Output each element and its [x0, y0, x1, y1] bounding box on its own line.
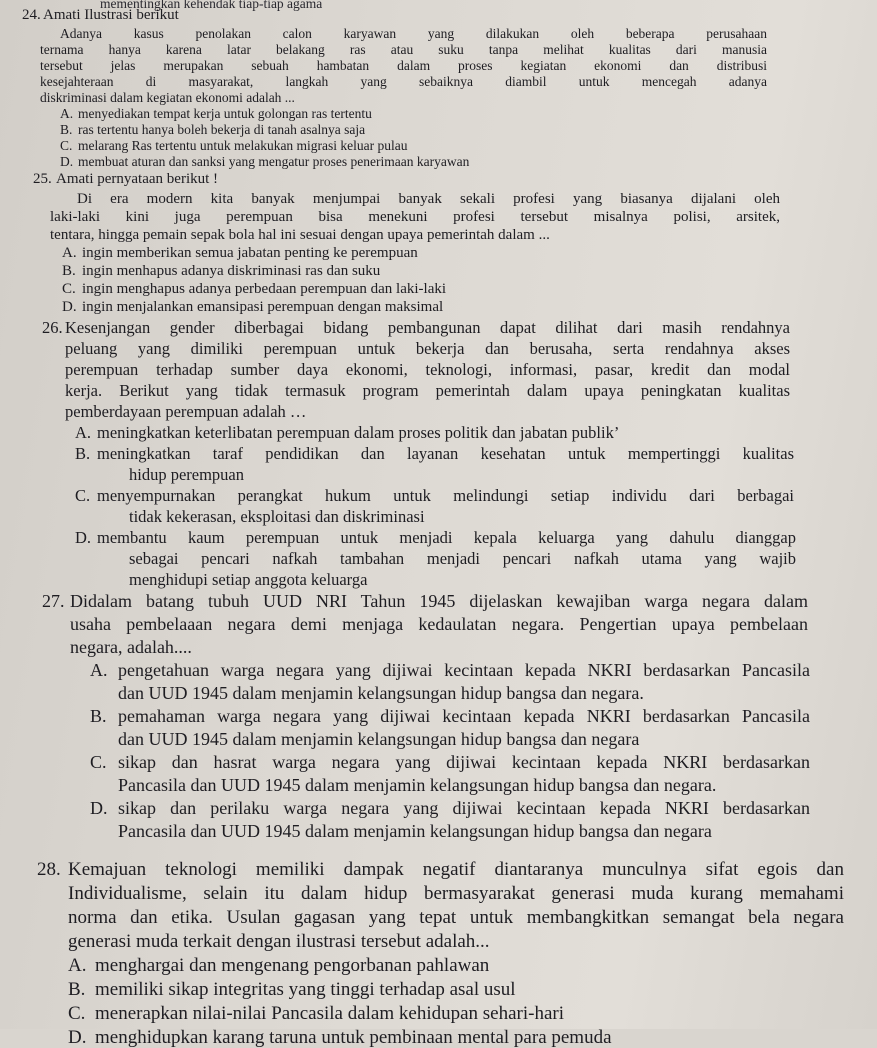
q26-text-line: kerja. Berikut yang tidak termasuk program pemerintah dalam upaya peningkatan kualitas [65, 381, 790, 400]
q26-option-b: meningkatkan taraf pendidikan dan layanan kesehatan untuk mempertinggi kualitas [97, 444, 794, 463]
q24-text-line: tersebut jelas merupakan sebuah hambatan dalam proses kegiatan ekonomi dan distribusi [40, 58, 767, 73]
q25-option-letter: B. [62, 263, 76, 279]
q28-option-letter: B. [68, 979, 86, 1000]
q26-option-c-cont: tidak kekerasan, eksploitasi dan diskriminasi [129, 507, 425, 526]
q28-text-line: Individualisme, selain itu dalam hidup bermasyarakat generasi muda kurang memahami [68, 883, 844, 904]
q24-text-line: Adanya kasus penolakan calon karyawan yang dilakukan oleh beberapa perusahaan [60, 26, 767, 41]
q25-title: Amati pernyataan berikut ! [56, 171, 219, 187]
q28-option-b: memiliki sikap integritas yang tinggi terhadap asal usul [95, 979, 516, 1000]
q25-text-line: laki-laki kini juga perempuan bisa menekuni profesi tersebut misalnya polisi, arsitek, [50, 209, 780, 225]
q27-option-letter: C. [90, 752, 107, 772]
q26-option-a: meningkatkan keterlibatan perempuan dalam proses politik dan jabatan publik’ [97, 423, 620, 442]
q26-option-d: membantu kaum perempuan untuk menjadi kepala keluarga yang dahulu dianggap [97, 528, 796, 547]
q25-option-a: ingin memberikan semua jabatan penting ke perempuan [82, 245, 418, 261]
q28-option-letter: D. [68, 1027, 87, 1048]
q24-text-line: kesejahteraan di masyarakat, langkah yang sebaiknya diambil untuk mencegah adanya [40, 74, 767, 89]
q28-option-c: menerapkan nilai-nilai Pancasila dalam kehidupan sehari-hari [95, 1003, 565, 1024]
q25-option-d: ingin menjalankan emansipasi perempuan dengan maksimal [82, 299, 444, 315]
q26-number: 26. [42, 318, 63, 337]
q27-option-letter: D. [90, 798, 108, 818]
q27-option-a: pengetahuan warga negara yang dijiwai kecintaan kepada NKRI berdasarkan Pancasila [118, 660, 810, 680]
q24-option-d: membuat aturan dan sanksi yang mengatur proses penerimaan karyawan [78, 154, 470, 169]
q25-option-b: ingin menhapus adanya diskriminasi ras dan suku [82, 263, 381, 279]
q25-option-letter: A. [62, 245, 77, 261]
q28-option-letter: A. [68, 955, 87, 976]
q24-option-a: menyediakan tempat kerja untuk golongan ras tertentu [78, 106, 372, 121]
q25-option-letter: C. [62, 281, 76, 297]
q27-option-b-cont: dan UUD 1945 dalam menjamin kelangsungan hidup bangsa dan negara [118, 729, 640, 749]
q26-text-line: pemberdayaan perempuan adalah … [65, 402, 307, 421]
q26-option-letter: C. [75, 486, 91, 505]
q28-text-line: norma dan etika. Usulan gagasan yang tepat untuk membangkitkan semangat bela negara [68, 907, 844, 928]
q26-option-b-cont: hidup perempuan [129, 465, 245, 484]
q24-title: Amati Ilustrasi berikut [43, 7, 179, 23]
q25-text-line: Di era modern kita banyak menjumpai banyak sekali profesi yang biasanya dijalani oleh [77, 191, 780, 207]
q26-option-letter: B. [75, 444, 91, 463]
q24-option-c: melarang Ras tertentu untuk melakukan migrasi keluar pulau [78, 138, 408, 153]
q25-number: 25. [33, 171, 52, 187]
q28-option-letter: C. [68, 1003, 86, 1024]
q24-option-letter: A. [60, 106, 74, 121]
q25-option-letter: D. [62, 299, 77, 315]
q26-text-line: perempuan terhadap sumber daya ekonomi, teknologi, informasi, pasar, kredit dan modal [65, 360, 790, 379]
q28-option-d: menghidupkan karang taruna untuk pembinaan mental para pemuda [95, 1027, 612, 1048]
header-fragment: mementingkan kehendak tiap-tiap agama [100, 0, 323, 11]
q28-text-line: generasi muda terkait dengan ilustrasi tersebut adalah... [68, 931, 490, 952]
q28-option-a: menghargai dan mengenang pengorbanan pahlawan [95, 955, 490, 976]
q27-option-c-cont: Pancasila dan UUD 1945 dalam menjamin kelangsungan hidup bangsa dan negara. [118, 775, 717, 795]
q26-option-d-cont: sebagai pencari nafkah tambahan menjadi pencari nafkah utama yang wajib [129, 549, 796, 568]
q24-number: 24. [22, 7, 41, 23]
q27-text-line: usaha pembelaaan negara demi menjaga kedaulatan negara. Pengertian upaya pembelaan [70, 614, 808, 634]
q25-option-c: ingin menghapus adanya perbedaan perempuan dan laki-laki [82, 281, 447, 297]
q27-option-b: pemahaman warga negara yang dijiwai kecintaan kepada NKRI berdasarkan Pancasila [118, 706, 810, 726]
q28-text-line: Kemajuan teknologi memiliki dampak negatif diantaranya munculnya sifat egois dan [68, 859, 844, 880]
q25-text-line: tentara, hingga pemain sepak bola hal ini sesuai dengan upaya pemerintah dalam ... [50, 227, 550, 243]
q27-option-d-cont: Pancasila dan UUD 1945 dalam menjamin kelangsungan hidup bangsa dan negara [118, 821, 712, 841]
q26-option-letter: D. [75, 528, 92, 547]
q27-option-c: sikap dan hasrat warga negara yang dijiwai kecintaan kepada NKRI berdasarkan [118, 752, 810, 772]
q26-text-line: peluang yang dimiliki perempuan untuk bekerja dan berusaha, serta rendahnya akses [65, 339, 790, 358]
q27-option-letter: A. [90, 660, 108, 680]
q27-text-line: Didalam batang tubuh UUD NRI Tahun 1945 dijelaskan kewajiban warga negara dalam [70, 591, 808, 611]
q24-option-b: ras tertentu hanya boleh bekerja di tanah asalnya saja [78, 122, 366, 137]
q24-option-letter: D. [60, 154, 74, 169]
q24-option-letter: B. [60, 122, 73, 137]
q24-option-letter: C. [60, 138, 73, 153]
q27-option-letter: B. [90, 706, 107, 726]
q27-number: 27. [42, 591, 65, 611]
q27-option-d: sikap dan perilaku warga negara yang dijiwai kecintaan kepada NKRI berdasarkan [118, 798, 810, 818]
q28-number: 28. [37, 859, 61, 880]
q26-option-d-cont: menghidupi setiap anggota keluarga [129, 570, 368, 589]
q27-text-line: negara, adalah.... [70, 637, 192, 657]
q26-option-letter: A. [75, 423, 92, 442]
q24-text-line: diskriminasi dalam kegiatan ekonomi adalah ... [40, 90, 295, 105]
q27-option-a-cont: dan UUD 1945 dalam menjamin kelangsungan hidup bangsa dan negara. [118, 683, 644, 703]
q26-option-c: menyempurnakan perangkat hukum untuk melindungi setiap individu dari berbagai [97, 486, 794, 505]
q24-text-line: ternama hanya karena latar belakang ras atau suku tanpa melihat kualitas dari manusia [40, 42, 767, 57]
q26-text-line: Kesenjangan gender diberbagai bidang pembangunan dapat dilihat dari masih rendahnya [65, 318, 790, 337]
